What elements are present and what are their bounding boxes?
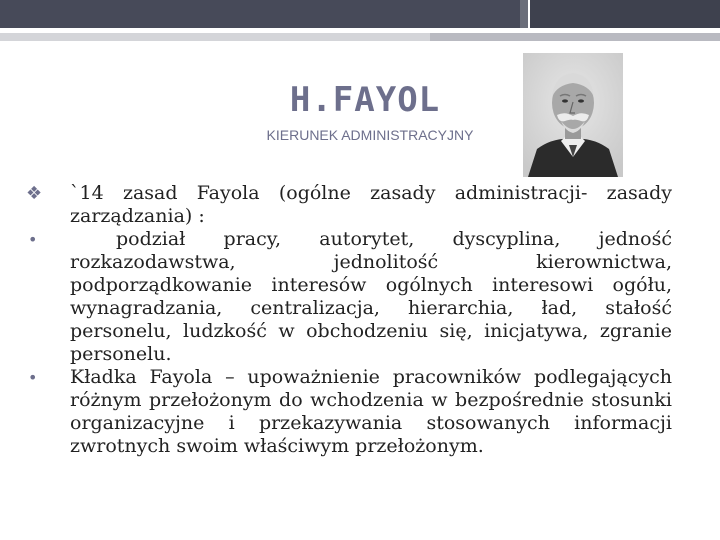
header-bar-segments <box>430 0 720 28</box>
slide-title: H.FAYOL <box>289 80 441 120</box>
dot-bullet-icon: • <box>28 230 38 249</box>
list-item <box>22 366 672 458</box>
list-item-text: Kładka Fayola – upoważnienie pracowników podlegających różnym przełożonym do wchodzenia w bezpośrednie stosunki organizacyjne i przekazywania stosowanych informacji zwrotnych swoim właściwym przełożonym. <box>70 366 672 457</box>
list-item-text: `14 zasad Fayola (ogólne zasady administracji- zasady zarządzania) : <box>70 182 672 227</box>
portrait-photo-icon <box>523 53 623 177</box>
header-underline-segment <box>430 33 720 41</box>
dot-bullet-icon: • <box>28 368 38 387</box>
diamond-bullet-icon: ❖ <box>26 183 43 204</box>
portrait-image <box>523 53 623 177</box>
list-item-text: podział pracy, autorytet, dyscyplina, jedność rozkazodawstwa, jednolitość kierownictwa, podporządkowanie interesów ogólnych interesowi ogółu, wynagradzania, centralizacja, hierarchia, ład, stałość personelu, ludzkość w obchodzeniu się, inicjatywa, zgranie personelu. <box>70 228 672 365</box>
list-item <box>22 182 672 228</box>
slide-subtitle: KIERUNEK ADMINISTRACYJNY <box>266 127 474 143</box>
bullet-list <box>22 182 672 458</box>
list-item <box>22 228 672 366</box>
